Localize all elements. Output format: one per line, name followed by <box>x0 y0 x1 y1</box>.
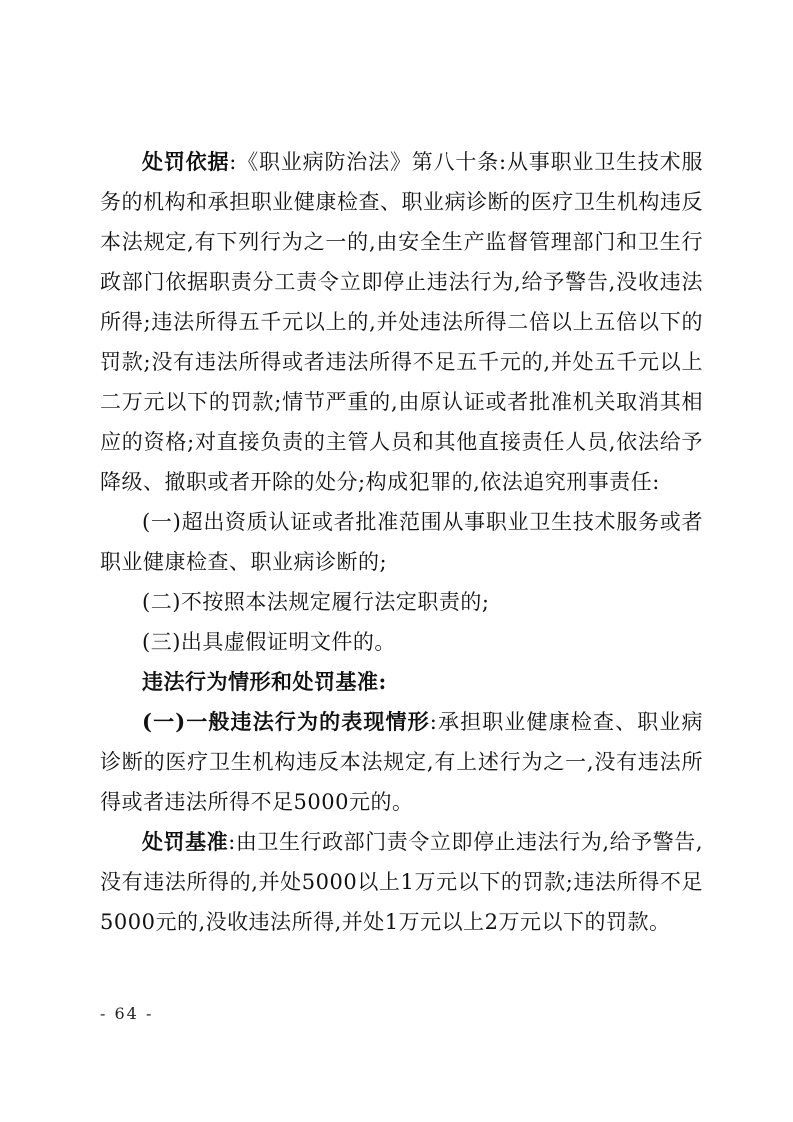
basis-paragraph <box>100 142 703 502</box>
basis-text: :《职业病防治法》第八十条:从事职业卫生技术服务的机构和承担职业健康检查、职业病诊断的医疗卫生机构违反本法规定,有下列行为之一的,由安全生产监督管理部门和卫生行政部门依据职责分工责令立即停止违法行为,给予警告,没收违法所得;违法所得五千元以上的,并处违法所得二倍以上五倍以下的罚款;没有违法所得或者违法所得不足五千元的,并处五千元以上二万元以下的罚款;情节严重的,由原认证或者批准机关取消其相应的资格;对直接负责的主管人员和其他直接责任人员,依法给予降级、撤职或者开除的处分;构成犯罪的,依法追究刑事责任: <box>100 150 704 494</box>
penalty-label: 处罚基准 <box>142 829 229 854</box>
item-1: (一)超出资质认证或者批准范围从事职业卫生技术服务或者职业健康检查、职业病诊断的; <box>100 510 703 574</box>
general-text: :承担职业健康检查、职业病诊断的医疗卫生机构违反本法规定,有上述行为之一,没有违法所得或者违法所得不足5000元的。 <box>100 710 703 814</box>
item-3: (三)出具虚假证明文件的。 <box>142 630 396 654</box>
penalty-paragraph <box>100 822 703 942</box>
section-heading: 违法行为情形和处罚基准: <box>142 669 387 694</box>
general-paragraph <box>100 702 703 822</box>
penalty-text: :由卫生行政部门责令立即停止违法行为,给予警告,没有违法所得的,并处5000以上1万元以下的罚款;违法所得不足5000元的,没收违法所得,并处1万元以上2万元以下的罚款。 <box>100 830 703 934</box>
general-label: (一)一般违法行为的表现情形 <box>142 709 430 734</box>
basis-label: 处罚依据 <box>142 149 230 174</box>
page-number: - 64 - <box>100 1004 154 1023</box>
item-2: (二)不按照本法规定履行法定职责的; <box>142 590 490 614</box>
